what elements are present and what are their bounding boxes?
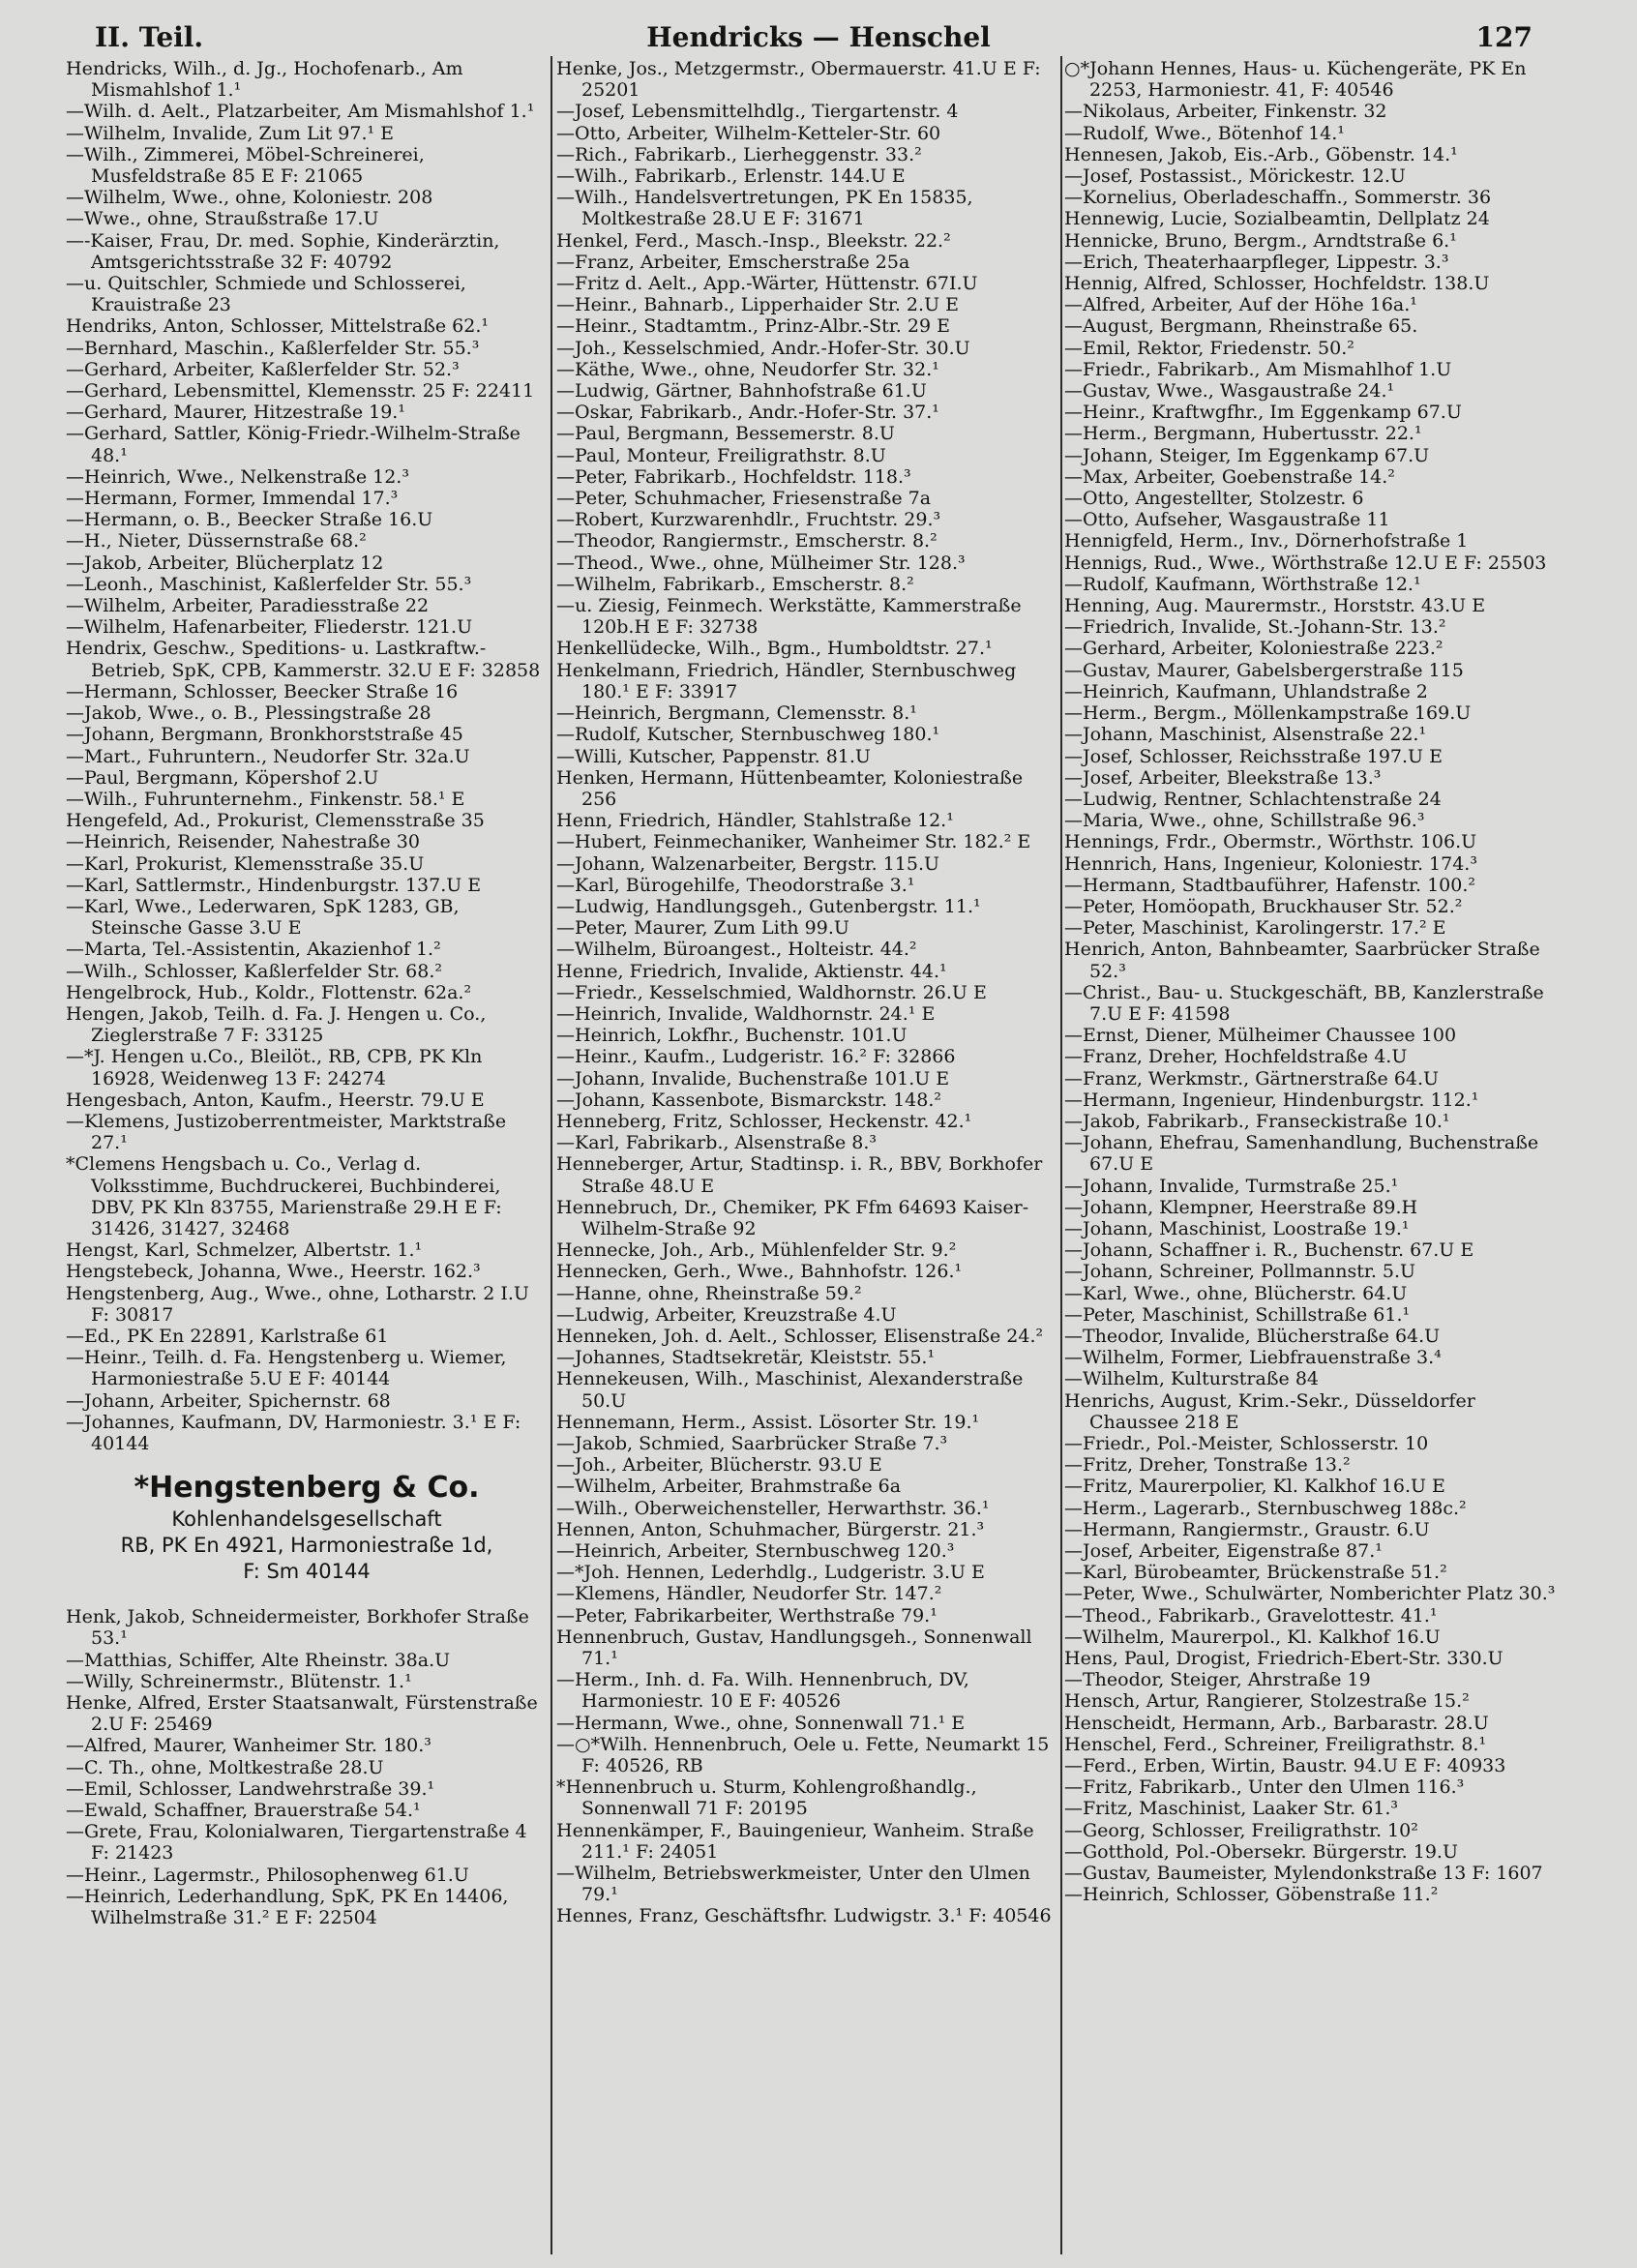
directory-entry: —Gustav, Maurer, Gabelsbergerstraße 115 bbox=[1064, 659, 1464, 681]
directory-entry: —Jakob, Wwe., o. B., Plessingstraße 28 bbox=[66, 702, 432, 725]
directory-entry: Hennesen, Jakob, Eis.-Arb., Göbenstr. 14.¹ bbox=[1064, 143, 1458, 165]
directory-entry: —Heinrich, Bergmann, Clemensstr. 8.¹ bbox=[556, 702, 917, 725]
directory-entry: —Hermann, Rangiermstr., Graustr. 6.U bbox=[1064, 1518, 1430, 1540]
directory-entry: —Wilhelm, Hafenarbeiter, Fliederstr. 121.U bbox=[66, 616, 473, 639]
directory-entry: —Karl, Bürobeamter, Brückenstraße 51.² bbox=[1064, 1562, 1447, 1584]
page-number: 127 bbox=[1475, 21, 1533, 53]
directory-entry: —Wilhelm, Arbeiter, Brahmstraße 6a bbox=[556, 1476, 902, 1498]
directory-entry: —Oskar, Fabrikarb., Andr.-Hofer-Str. 37.¹ bbox=[556, 402, 939, 424]
directory-entry: —Karl, Fabrikarb., Alsenstraße 8.³ bbox=[556, 1132, 878, 1154]
directory-entry: Henke, Jos., Metzgermstr., Obermauerstr. 41.U E F: 25201 bbox=[556, 58, 1041, 102]
directory-entry: —Max, Arbeiter, Goebenstraße 14.² bbox=[1064, 465, 1395, 488]
directory-entry: Henn, Friedrich, Händler, Stahlstraße 12.¹ bbox=[556, 810, 954, 832]
directory-entry: Henk, Jakob, Schneidermeister, Borkhofer Straße 53.¹ bbox=[66, 1606, 529, 1650]
directory-entry: —Johann, Walzenarbeiter, Bergstr. 115.U bbox=[556, 852, 940, 875]
directory-entry: —Emil, Schlosser, Landwehrstraße 39.¹ bbox=[66, 1777, 435, 1800]
directory-entry: —Theodor, Steiger, Ahrstraße 19 bbox=[1064, 1669, 1371, 1691]
directory-entry: —-Kaiser, Frau, Dr. med. Sophie, Kinderärztin, Amtsgerichtsstraße 32 F: 40792 bbox=[66, 229, 500, 273]
directory-entry: —Karl, Wwe., ohne, Blücherstr. 64.U bbox=[1064, 1282, 1408, 1304]
directory-entry: —Grete, Frau, Kolonialwaren, Tiergartenstraße 4 F: 21423 bbox=[66, 1821, 527, 1865]
directory-entry: —Wilhelm, Büroangest., Holteistr. 44.² bbox=[556, 939, 917, 961]
directory-entry: —Gerhard, Arbeiter, Koloniestraße 223.² bbox=[1064, 638, 1444, 660]
directory-entry: —Karl, Prokurist, Klemensstraße 35.U bbox=[66, 852, 425, 875]
directory-entry: —Ludwig, Gärtner, Bahnhofstraße 61.U bbox=[556, 380, 927, 403]
directory-entry: Henken, Hermann, Hüttenbeamter, Koloniestraße 256 bbox=[556, 766, 1024, 810]
directory-entry: Hengelbrock, Hub., Koldr., Flottenstr. 62a.² bbox=[66, 981, 472, 1003]
directory-entry: —Gerhard, Arbeiter, Kaßlerfelder Str. 52.³ bbox=[66, 358, 460, 380]
directory-entry: Henneken, Joh. d. Aelt., Schlosser, Elisenstraße 24.² bbox=[556, 1325, 1044, 1347]
directory-entry: —Wilhelm, Kulturstraße 84 bbox=[1064, 1368, 1319, 1390]
directory-entry: Hennekeusen, Wilh., Maschinist, Alexanderstraße 50.U bbox=[556, 1368, 1024, 1412]
entry-list-1 bbox=[66, 58, 548, 1454]
directory-entry: —Gustav, Baumeister, Mylendonkstraße 13 F: 1607 bbox=[1064, 1863, 1543, 1885]
directory-entry: Henning, Aug. Maurermstr., Horststr. 43.U E bbox=[1064, 595, 1486, 617]
directory-entry: Henke, Alfred, Erster Staatsanwalt, Fürstenstraße 2.U F: 25469 bbox=[66, 1692, 538, 1736]
directory-entry: —Wilh., Fabrikarb., Erlenstr. 144.U E bbox=[556, 165, 906, 188]
directory-entry: —Alfred, Arbeiter, Auf der Höhe 16a.¹ bbox=[1064, 294, 1417, 316]
directory-entry: —Fritz, Maschinist, Laaker Str. 61.³ bbox=[1064, 1798, 1399, 1820]
directory-entry: —Otto, Arbeiter, Wilhelm-Ketteler-Str. 60 bbox=[556, 122, 941, 144]
directory-entry: Henneberg, Fritz, Schlosser, Heckenstr. 42.¹ bbox=[556, 1110, 972, 1132]
directory-entry: Hengstebeck, Johanna, Wwe., Heerstr. 162.³ bbox=[66, 1261, 481, 1283]
directory-entry: —Wwe., ohne, Straußstraße 17.U bbox=[66, 208, 379, 230]
directory-entry: —Fritz, Dreher, Tonstraße 13.² bbox=[1064, 1454, 1351, 1477]
directory-entry: —Wilhelm, Maurerpol., Kl. Kalkhof 16.U bbox=[1064, 1626, 1441, 1648]
directory-entry: —Peter, Maschinist, Schillstraße 61.¹ bbox=[1064, 1303, 1411, 1326]
directory-entry: —Herm., Lagerarb., Sternbuschweg 188c.² bbox=[1064, 1497, 1467, 1519]
directory-entry: Hennrich, Hans, Ingenieur, Koloniestr. 174.³ bbox=[1064, 852, 1477, 875]
directory-entry: —Jakob, Fabrikarb., Franseckistraße 10.¹ bbox=[1064, 1110, 1450, 1132]
directory-entry: —Heinr., Lagermstr., Philosophenweg 61.U bbox=[66, 1864, 469, 1886]
advertisement bbox=[66, 1470, 548, 1585]
directory-entry: —Klemens, Händler, Neudorfer Str. 147.² bbox=[556, 1583, 942, 1605]
directory-entry: —Peter, Maurer, Zum Lith 99.U bbox=[556, 917, 849, 940]
directory-entry: —*J. Hengen u.Co., Bleilöt., RB, CPB, PK Kln 16928, Weidenweg 13 F: 24274 bbox=[66, 1046, 483, 1089]
directory-entry: —Wilhelm, Betriebswerkmeister, Unter den Ulmen 79.¹ bbox=[556, 1863, 1030, 1906]
directory-entry: Hensch, Artur, Rangierer, Stolzestraße 15.² bbox=[1064, 1690, 1470, 1713]
directory-entry: —Heinr., Bahnarb., Lipperhaider Str. 2.U E bbox=[556, 294, 959, 316]
directory-entry: —Theodor, Rangiermstr., Emscherstr. 8.² bbox=[556, 530, 938, 552]
directory-entry: —Peter, Fabrikarbeiter, Werthstraße 79.¹ bbox=[556, 1604, 938, 1626]
directory-entry: Henrichs, August, Krim.-Sekr., Düsseldorfer Chaussee 218 E bbox=[1064, 1389, 1475, 1433]
directory-entry: Hendrix, Geschw., Speditions- u. Lastkraftw.-Betrieb, SpK, CPB, Kammerstr. 32.U E F: 32858 bbox=[66, 638, 541, 681]
directory-entry: —Hanne, ohne, Rheinstraße 59.² bbox=[556, 1282, 862, 1304]
column-divider bbox=[1060, 56, 1062, 2254]
directory-entry: —Georg, Schlosser, Freiligrathstr. 10² bbox=[1064, 1819, 1418, 1841]
directory-entry: Hengen, Jakob, Teilh. d. Fa. J. Hengen u. Co., Zieglerstraße 7 F: 33125 bbox=[66, 1002, 487, 1047]
directory-entry: *Clemens Hengsbach u. Co., Verlag d. Volksstimme, Buchdruckerei, Buchbinderei, DBV, PK Kln 83755, Marienstraße 29.H E F: 31426, 31427, 32468 bbox=[66, 1153, 502, 1239]
directory-entry: —H., Nieter, Düssernstraße 68.² bbox=[66, 530, 367, 552]
directory-entry: —Johann, Klempner, Heerstraße 89.H bbox=[1064, 1196, 1418, 1218]
directory-entry: —Wilh., Zimmerei, Möbel-Schreinerei, Musfeldstraße 85 E F: 21065 bbox=[66, 143, 425, 188]
directory-entry: Hennigs, Rud., Wwe., Wörthstraße 12.U E F: 25503 bbox=[1064, 552, 1547, 574]
column-1 bbox=[66, 58, 548, 2245]
directory-entry: —Willy, Schreinermstr., Blütenstr. 1.¹ bbox=[66, 1670, 412, 1692]
directory-entry: —Willi, Kutscher, Pappenstr. 81.U bbox=[556, 745, 871, 767]
ad-title: *Hengstenberg & Co. bbox=[134, 1471, 480, 1506]
section-label: II. Teil. bbox=[95, 21, 204, 53]
directory-entry: —Peter, Homöopath, Bruckhauser Str. 52.² bbox=[1064, 895, 1463, 917]
directory-entry: Henkel, Ferd., Masch.-Insp., Bleekstr. 22.² bbox=[556, 229, 951, 252]
directory-entry: —u. Quitschler, Schmiede und Schlosserei, Krauistraße 23 bbox=[66, 273, 466, 316]
entry-list-2 bbox=[556, 58, 1057, 1927]
directory-entry: —Wilh. d. Aelt., Platzarbeiter, Am Mismahlshof 1.¹ bbox=[66, 101, 535, 123]
directory-entry: —Johann, Kassenbote, Bismarckstr. 148.² bbox=[556, 1089, 941, 1111]
ad-subtitle: Kohlenhandelsgesellschaft bbox=[171, 1507, 442, 1532]
directory-entry: —Wilhelm, Invalide, Zum Lit 97.¹ E bbox=[66, 122, 395, 144]
directory-entry: —Franz, Werkmstr., Gärtnerstraße 64.U bbox=[1064, 1067, 1440, 1089]
directory-entry: Hennewig, Lucie, Sozialbeamtin, Dellplatz 24 bbox=[1064, 208, 1490, 230]
directory-entry: —Herm., Bergmann, Hubertusstr. 22.¹ bbox=[1064, 423, 1422, 445]
directory-entry: —Klemens, Justizoberrentmeister, Marktstraße 27.¹ bbox=[66, 1110, 507, 1154]
directory-entry: Hennings, Frdr., Obermstr., Wörthstr. 106.U bbox=[1064, 831, 1477, 853]
directory-entry: —Wilhelm, Former, Liebfrauenstraße 3.⁴ bbox=[1064, 1347, 1442, 1369]
directory-entry: —Alfred, Maurer, Wanheimer Str. 180.³ bbox=[66, 1735, 432, 1757]
directory-entry: —Wilh., Oberweichensteller, Herwarthstr. 36.¹ bbox=[556, 1497, 990, 1519]
directory-entry: Hendriks, Anton, Schlosser, Mittelstraße 62.¹ bbox=[66, 315, 490, 338]
directory-entry: —Franz, Arbeiter, Emscherstraße 25a bbox=[556, 251, 910, 273]
directory-entry: *Hennenbruch u. Sturm, Kohlengroßhandlg., Sonnenwall 71 F: 20195 bbox=[556, 1776, 977, 1820]
directory-entry: —Peter, Maschinist, Karolingerstr. 17.² E bbox=[1064, 917, 1446, 940]
directory-entry: —Hermann, Stadtbauführer, Hafenstr. 100.² bbox=[1064, 874, 1475, 896]
directory-entry: —Wilh., Schlosser, Kaßlerfelder Str. 68.² bbox=[66, 960, 442, 982]
directory-entry: Hendricks, Wilh., d. Jg., Hochofenarb., Am Mismahlshof 1.¹ bbox=[66, 58, 463, 102]
directory-entry: —Franz, Dreher, Hochfeldstraße 4.U bbox=[1064, 1046, 1408, 1068]
directory-entry: —Christ., Bau- u. Stuckgeschäft, BB, Kanzlerstraße 7.U E F: 41598 bbox=[1064, 981, 1544, 1025]
directory-entry: Henkellüdecke, Wilh., Bgm., Humboldtstr. 27.¹ bbox=[556, 638, 993, 660]
directory-entry: —Rich., Fabrikarb., Lierheggenstr. 33.² bbox=[556, 143, 922, 165]
directory-entry: Hengefeld, Ad., Prokurist, Clemensstraße 35 bbox=[66, 810, 485, 832]
directory-entry: —Theod., Fabrikarb., Gravelottestr. 41.¹ bbox=[1064, 1604, 1438, 1626]
directory-entry: Henscheidt, Hermann, Arb., Barbarastr. 28.U bbox=[1064, 1712, 1489, 1734]
directory-entry: —Wilh., Handelsvertretungen, PK En 15835, Moltkestraße 28.U E F: 31671 bbox=[556, 187, 973, 230]
directory-entry: ○*Johann Hennes, Haus- u. Küchengeräte, PK En 2253, Harmoniestr. 41, F: 40546 bbox=[1064, 58, 1527, 102]
directory-entry: —Mart., Fuhruntern., Neudorfer Str. 32a.U bbox=[66, 745, 470, 767]
directory-entry: —Friedr., Fabrikarb., Am Mismahlhof 1.U bbox=[1064, 358, 1452, 380]
directory-entry: Hennig, Alfred, Schlosser, Hochfeldstr. 138.U bbox=[1064, 273, 1490, 295]
directory-entry: —Kornelius, Oberladeschaffn., Sommerstr. 36 bbox=[1064, 187, 1492, 209]
directory-entry: —Matthias, Schiffer, Alte Rheinstr. 38a.U bbox=[66, 1649, 451, 1671]
directory-entry: —Johann, Schaffner i. R., Buchenstr. 67.U E bbox=[1064, 1239, 1474, 1262]
directory-entry: Hennenbruch, Gustav, Handlungsgeh., Sonnenwall 71.¹ bbox=[556, 1626, 1032, 1670]
directory-entry: —Fritz, Maurerpolier, Kl. Kalkhof 16.U E bbox=[1064, 1476, 1445, 1498]
directory-entry: —Theod., Wwe., ohne, Mülheimer Str. 128.³ bbox=[556, 552, 966, 574]
directory-entry: —Jakob, Arbeiter, Blücherplatz 12 bbox=[66, 552, 384, 574]
column-divider bbox=[551, 56, 552, 2254]
directory-entry: —Herm., Inh. d. Fa. Wilh. Hennenbruch, DV, Harmoniestr. 10 E F: 40526 bbox=[556, 1669, 969, 1713]
directory-entry: Hennecken, Gerh., Wwe., Bahnhofstr. 126.¹ bbox=[556, 1261, 963, 1283]
directory-entry: —Ed., PK En 22891, Karlstraße 61 bbox=[66, 1325, 389, 1347]
directory-entry: —Hermann, Schlosser, Beecker Straße 16 bbox=[66, 680, 459, 702]
directory-entry: —Ludwig, Arbeiter, Kreuzstraße 4.U bbox=[556, 1303, 897, 1326]
directory-entry: Henrich, Anton, Bahnbeamter, Saarbrücker Straße 52.³ bbox=[1064, 939, 1540, 982]
directory-entry: Hens, Paul, Drogist, Friedrich-Ebert-Str. 330.U bbox=[1064, 1648, 1503, 1670]
entry-list-3 bbox=[1064, 58, 1567, 1905]
directory-entry: —Peter, Schuhmacher, Friesenstraße 7a bbox=[556, 488, 932, 510]
entry-list-1b bbox=[66, 1606, 548, 1928]
directory-entry: Hengst, Karl, Schmelzer, Albertstr. 1.¹ bbox=[66, 1239, 423, 1262]
directory-entry: Hennenkämper, F., Bauingenieur, Wanheim. Straße 211.¹ F: 24051 bbox=[556, 1819, 1034, 1863]
directory-entry: —Heinrich, Wwe., Nelkenstraße 12.³ bbox=[66, 465, 409, 488]
ad-phone: F: Sm 40144 bbox=[243, 1560, 371, 1584]
page-header bbox=[0, 14, 1637, 54]
directory-entry: —Heinrich, Kaufmann, Uhlandstraße 2 bbox=[1064, 680, 1428, 702]
directory-entry: —Johannes, Stadtsekretär, Kleiststr. 55.¹ bbox=[556, 1347, 936, 1369]
directory-entry: —Herm., Bergm., Möllenkampstraße 169.U bbox=[1064, 702, 1472, 725]
directory-entry: —August, Bergmann, Rheinstraße 65. bbox=[1064, 315, 1418, 338]
directory-entry: —Heinr., Kraftwgfhr., Im Eggenkamp 67.U bbox=[1064, 402, 1462, 424]
directory-entry: —Theodor, Invalide, Blücherstraße 64.U bbox=[1064, 1325, 1441, 1347]
directory-entry: —Heinrich, Arbeiter, Sternbuschweg 120.³ bbox=[556, 1540, 955, 1563]
directory-entry: —Heinrich, Invalide, Waldhornstr. 24.¹ E bbox=[556, 1002, 936, 1025]
directory-entry: —Rudolf, Kaufmann, Wörthstraße 12.¹ bbox=[1064, 573, 1421, 595]
directory-entry: —Josef, Postassist., Mörickestr. 12.U bbox=[1064, 165, 1406, 188]
directory-entry: —Wilhelm, Arbeiter, Paradiesstraße 22 bbox=[66, 595, 430, 617]
directory-entry: Hennecke, Joh., Arb., Mühlenfelder Str. 9.² bbox=[556, 1239, 957, 1262]
directory-entry: —Josef, Schlosser, Reichsstraße 197.U E bbox=[1064, 745, 1443, 767]
directory-entry: —Josef, Lebensmittelhdlg., Tiergartenstr. 4 bbox=[556, 101, 959, 123]
directory-entry: —Karl, Sattlermstr., Hindenburgstr. 137.U E bbox=[66, 874, 482, 896]
directory-entry: —Johann, Arbeiter, Spichernstr. 68 bbox=[66, 1389, 391, 1412]
directory-entry: Hennicke, Bruno, Bergm., Arndtstraße 6.¹ bbox=[1064, 229, 1457, 252]
directory-entry: —Ernst, Diener, Mülheimer Chaussee 100 bbox=[1064, 1025, 1457, 1047]
directory-entry: —*Joh. Hennen, Lederhdlg., Ludgeristr. 3.U E bbox=[556, 1562, 985, 1584]
directory-entry: —Hermann, Former, Immendal 17.³ bbox=[66, 488, 399, 510]
directory-entry: —Hermann, o. B., Beecker Straße 16.U bbox=[66, 509, 433, 531]
directory-entry: —Jakob, Schmied, Saarbrücker Straße 7.³ bbox=[556, 1433, 948, 1454]
directory-entry: —Johann, Invalide, Buchenstraße 101.U E bbox=[556, 1067, 950, 1089]
directory-entry: —Josef, Arbeiter, Bleekstraße 13.³ bbox=[1064, 766, 1382, 789]
directory-entry: —Peter, Fabrikarb., Hochfeldstr. 118.³ bbox=[556, 465, 911, 488]
column-3 bbox=[1064, 58, 1567, 2245]
directory-entry: —Friedr., Pol.-Meister, Schlosserstr. 10 bbox=[1064, 1433, 1429, 1454]
directory-entry: —Johann, Bergmann, Bronkhorststraße 45 bbox=[66, 724, 463, 746]
directory-entry: —Paul, Bergmann, Bessemerstr. 8.U bbox=[556, 423, 895, 445]
directory-entry: —Emil, Rektor, Friedenstr. 50.² bbox=[1064, 337, 1354, 359]
directory-entry: Henne, Friedrich, Invalide, Aktienstr. 44.¹ bbox=[556, 960, 947, 982]
directory-entry: —Heinr., Teilh. d. Fa. Hengstenberg u. Wiemer, Harmoniestraße 5.U E F: 40144 bbox=[66, 1347, 507, 1390]
directory-entry: —Johann, Ehefrau, Samenhandlung, Buchenstraße 67.U E bbox=[1064, 1132, 1539, 1176]
directory-entry: —C. Th., ohne, Moltkestraße 28.U bbox=[66, 1756, 384, 1778]
directory-entry: —Hermann, Ingenieur, Hindenburgstr. 112.¹ bbox=[1064, 1089, 1479, 1111]
directory-entry: —Wilhelm, Fabrikarb., Emscherstr. 8.² bbox=[556, 573, 914, 595]
running-head: Hendricks — Henschel bbox=[646, 21, 991, 53]
directory-entry: —Karl, Bürogehilfe, Theodorstraße 3.¹ bbox=[556, 874, 915, 896]
directory-entry: Henneberger, Artur, Stadtinsp. i. R., BBV, Borkhofer Straße 48.U E bbox=[556, 1153, 1043, 1197]
directory-entry: —Leonh., Maschinist, Kaßlerfelder Str. 55.³ bbox=[66, 573, 472, 595]
directory-entry: —Joh., Kesselschmied, Andr.-Hofer-Str. 30.U bbox=[556, 337, 970, 359]
directory-entry: —Heinr., Kaufm., Ludgeristr. 16.² F: 32866 bbox=[556, 1046, 956, 1068]
directory-entry: —○*Wilh. Hennenbruch, Oele u. Fette, Neumarkt 15 F: 40526, RB bbox=[556, 1733, 1050, 1777]
directory-entry: —Johann, Steiger, Im Eggenkamp 67.U bbox=[1064, 444, 1430, 466]
directory-entry: —Gerhard, Lebensmittel, Klemensstr. 25 F: 22411 bbox=[66, 380, 535, 403]
directory-entry: —Bernhard, Maschin., Kaßlerfelder Str. 55.³ bbox=[66, 337, 480, 359]
directory-entry: —Wilh., Fuhrunternehm., Finkenstr. 58.¹ E bbox=[66, 788, 465, 810]
directory-entry: Henschel, Ferd., Schreiner, Freiligrathstr. 8.¹ bbox=[1064, 1733, 1487, 1755]
directory-entry: —Gotthold, Pol.-Obersekr. Bürgerstr. 19.U bbox=[1064, 1840, 1458, 1863]
directory-entry: —Paul, Monteur, Freiligrathstr. 8.U bbox=[556, 444, 886, 466]
directory-entry: —Ludwig, Handlungsgeh., Gutenbergstr. 11.¹ bbox=[556, 895, 981, 917]
ad-address: RB, PK En 4921, Harmoniestraße 1d, bbox=[120, 1534, 493, 1558]
directory-entry: —Rudolf, Kutscher, Sternbuschweg 180.¹ bbox=[556, 724, 940, 746]
directory-entry: —Otto, Angestellter, Stolzestr. 6 bbox=[1064, 488, 1364, 510]
directory-entry: —Otto, Aufseher, Wasgaustraße 11 bbox=[1064, 509, 1390, 531]
directory-entry: —Friedrich, Invalide, St.-Johann-Str. 13.² bbox=[1064, 616, 1446, 639]
directory-entry: —Rudolf, Wwe., Bötenhof 14.¹ bbox=[1064, 122, 1345, 144]
directory-entry: —Josef, Arbeiter, Eigenstraße 87.¹ bbox=[1064, 1540, 1383, 1563]
directory-entry: —Wilhelm, Wwe., ohne, Koloniestr. 208 bbox=[66, 187, 433, 209]
directory-entry: —Marta, Tel.-Assistentin, Akazienhof 1.² bbox=[66, 939, 441, 961]
directory-entry: —Fritz d. Aelt., App.-Wärter, Hüttenstr. 67I.U bbox=[556, 273, 978, 295]
directory-entry: —Johann, Invalide, Turmstraße 25.¹ bbox=[1064, 1175, 1399, 1197]
directory-entry: —Gerhard, Maurer, Hitzestraße 19.¹ bbox=[66, 402, 405, 424]
directory-entry: —Friedr., Kesselschmied, Waldhornstr. 26.U E bbox=[556, 981, 987, 1003]
column-2 bbox=[556, 58, 1057, 2245]
directory-entry: Hengesbach, Anton, Kaufm., Heerstr. 79.U E bbox=[66, 1089, 485, 1111]
directory-entry: —Paul, Bergmann, Köpershof 2.U bbox=[66, 766, 379, 789]
directory-entry: —Nikolaus, Arbeiter, Finkenstr. 32 bbox=[1064, 101, 1387, 123]
directory-entry: —Robert, Kurzwarenhdlr., Fruchtstr. 29.³ bbox=[556, 509, 941, 531]
directory-entry: —Erich, Theaterhaarpfleger, Lippestr. 3.³ bbox=[1064, 251, 1449, 273]
directory-entry: —Heinrich, Reisender, Nahestraße 30 bbox=[66, 831, 420, 853]
directory-entry: —Johann, Schreiner, Pollmannstr. 5.U bbox=[1064, 1261, 1416, 1283]
directory-entry: —Heinrich, Lederhandlung, SpK, PK En 14406, Wilhelmstraße 31.² E F: 22504 bbox=[66, 1885, 509, 1929]
directory-entry: —Heinrich, Schlosser, Göbenstraße 11.² bbox=[1064, 1884, 1439, 1906]
directory-entry: Hengstenberg, Aug., Wwe., ohne, Lotharstr. 2 I.U F: 30817 bbox=[66, 1282, 529, 1326]
directory-entry: —Maria, Wwe., ohne, Schillstraße 96.³ bbox=[1064, 810, 1425, 832]
directory-entry: —Heinrich, Lokfhr., Buchenstr. 101.U bbox=[556, 1025, 908, 1047]
directory-entry: —Hermann, Wwe., ohne, Sonnenwall 71.¹ E bbox=[556, 1712, 966, 1734]
directory-entry: —Fritz, Fabrikarb., Unter den Ulmen 116.³ bbox=[1064, 1776, 1465, 1799]
directory-entry: —Johannes, Kaufmann, DV, Harmoniestr. 3.¹ E F: 40144 bbox=[66, 1411, 521, 1454]
directory-entry: —Ludwig, Rentner, Schlachtenstraße 24 bbox=[1064, 788, 1442, 810]
directory-entry: Hennebruch, Dr., Chemiker, PK Ffm 64693 Kaiser-Wilhelm-Straße 92 bbox=[556, 1196, 1029, 1239]
directory-entry: —Heinr., Stadtamtm., Prinz-Albr.-Str. 29 E bbox=[556, 315, 950, 338]
directory-entry: —Karl, Wwe., Lederwaren, SpK 1283, GB, Steinsche Gasse 3.U E bbox=[66, 895, 460, 940]
directory-entry: —u. Ziesig, Feinmech. Werkstätte, Kammerstraße 120b.H E F: 32738 bbox=[556, 595, 1022, 639]
directory-entry: —Käthe, Wwe., ohne, Neudorfer Str. 32.¹ bbox=[556, 358, 939, 380]
directory-entry: Henkelmann, Friedrich, Händler, Sternbuschweg 180.¹ E F: 33917 bbox=[556, 659, 1017, 702]
directory-entry: —Johann, Maschinist, Loostraße 19.¹ bbox=[1064, 1217, 1410, 1239]
directory-entry: Hennen, Anton, Schuhmacher, Bürgerstr. 21.³ bbox=[556, 1518, 985, 1540]
directory-entry: —Gerhard, Sattler, König-Friedr.-Wilhelm-Straße 48.¹ bbox=[66, 423, 521, 466]
directory-entry: —Ewald, Schaffner, Brauerstraße 54.¹ bbox=[66, 1800, 421, 1822]
directory-entry: —Ferd., Erben, Wirtin, Baustr. 94.U E F: 40933 bbox=[1064, 1755, 1506, 1777]
directory-entry: —Johann, Maschinist, Alsenstraße 22.¹ bbox=[1064, 724, 1427, 746]
directory-entry: Hennemann, Herm., Assist. Lösorter Str. 19.¹ bbox=[556, 1411, 980, 1433]
directory-entry: —Gustav, Wwe., Wasgaustraße 24.¹ bbox=[1064, 380, 1395, 403]
directory-entry: —Hubert, Feinmechaniker, Wanheimer Str. 182.² E bbox=[556, 831, 1031, 853]
directory-entry: Hennes, Franz, Geschäftsfhr. Ludwigstr. 3.¹ F: 40546 bbox=[556, 1905, 1052, 1927]
directory-entry: —Joh., Arbeiter, Blücherstr. 93.U E bbox=[556, 1454, 882, 1477]
directory-entry: Hennigfeld, Herm., Inv., Dörnerhofstraße 1 bbox=[1064, 530, 1469, 552]
directory-entry: —Peter, Wwe., Schulwärter, Nomberichter Platz 30.³ bbox=[1064, 1583, 1556, 1605]
